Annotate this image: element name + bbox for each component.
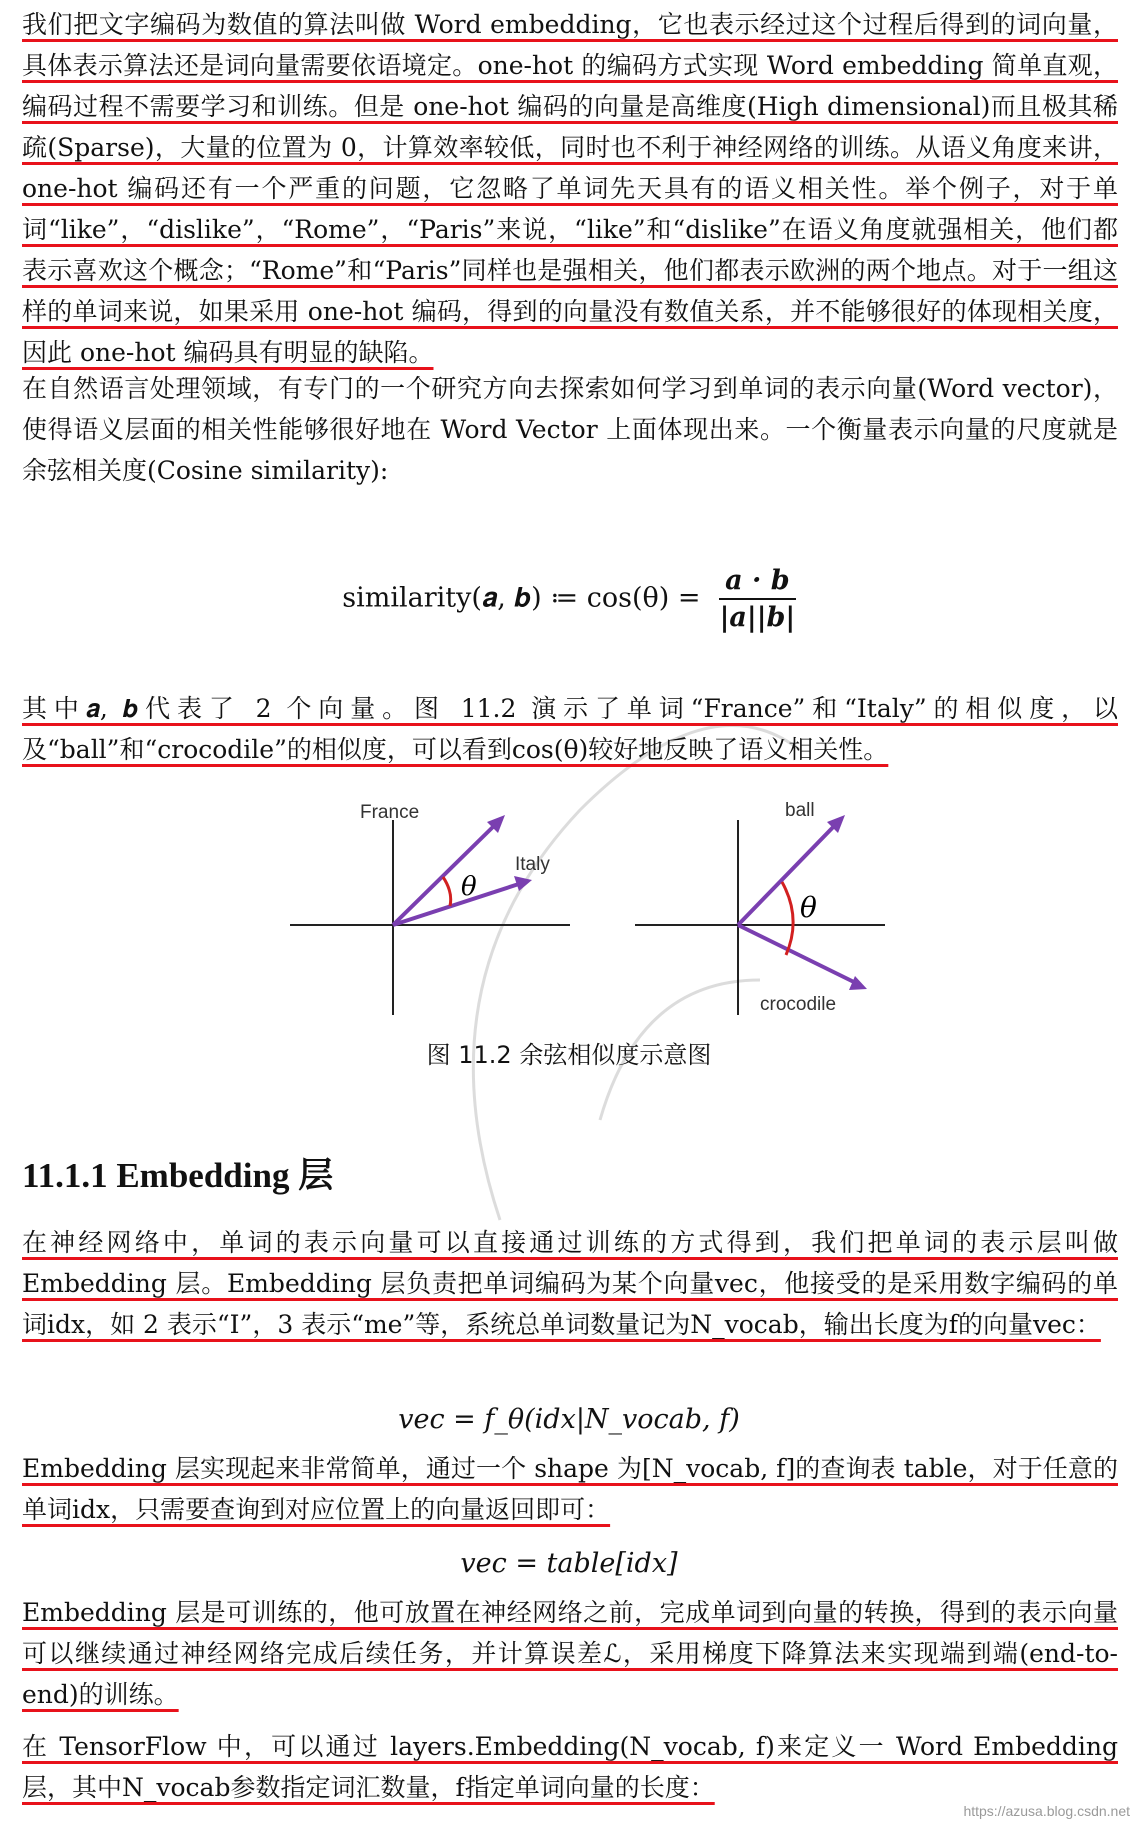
vector-crocodile	[738, 925, 860, 985]
paragraph-word-embedding	[22, 4, 1118, 373]
equation-fraction	[719, 565, 796, 633]
paragraph-text: Embedding 层是可训练的，他可放置在神经网络之前，完成单词到向量的转换，得到的表示向量可以继续通过神经网络完成后续任务，并计算误差ℒ，采用梯度下降算法来实现端到端(end-to-end)的训练。	[22, 1598, 1118, 1709]
figure-caption: 图 11.2 余弦相似度示意图	[426, 1041, 712, 1069]
paragraph-embedding-layer	[22, 1222, 1118, 1345]
arrowhead-italy	[514, 876, 532, 891]
label-italy: Italy	[515, 854, 550, 875]
label-france: France	[360, 802, 420, 823]
theta-label: θ	[461, 872, 477, 902]
paragraph-tensorflow	[22, 1726, 1118, 1808]
angle-arc	[782, 882, 793, 955]
source-watermark: https://azusa.blog.csdn.net	[963, 1803, 1130, 1819]
equation-cosine-similarity	[0, 565, 1138, 633]
label-crocodile: crocodile	[760, 994, 837, 1015]
label-ball: ball	[785, 800, 815, 821]
equation-table: vec = table[idx]	[460, 1548, 678, 1579]
paragraph-text: Embedding 层实现起来非常简单，通过一个 shape 为[N_vocab, f]的查询表 table，对于任意的单词idx，只需要查询到对应位置上的向量返回即可：	[22, 1454, 1118, 1524]
angle-arc	[443, 877, 451, 906]
paragraph-text: 我们把文字编码为数值的算法叫做 Word embedding，它也表示经过这个过程后得到的词向量，具体表示算法还是词向量需要依语境定。one-hot 的编码方式实现 Word embedding 简单直观，编码过程不需要学习和训练。但是 one-hot 编码的向量是高维度(High dimensional)而且极其稀疏(Sparse)，大量的位置为 0，计算效率较低，同时也不利于神经网络的训练。从语义角度来讲，one-hot 编码还有一个严重的问题，它忽略了单词先天具有的语义相关性。举个例子，对于单词“like”，“dislike”，“Rome”，“Paris”来说，“like”和“dislike”在语义角度就强相关，他们都表示喜欢这个概念；“Rome”和“Paris”同样也是强相关，他们都表示欧洲的两个地点。对于一组这样的单词来说，如果采用 one-hot 编码，得到的向量没有数值关系，并不能够很好的体现相关度，因此 one-hot 编码具有明显的缺陷。	[22, 10, 1118, 367]
equation-vec: vec = f_θ(idx|N_vocab, f)	[398, 1404, 740, 1435]
figure-france-italy	[285, 790, 575, 1020]
equation-denominator: |𝒂||𝒃|	[719, 602, 796, 633]
paragraph-trainable	[22, 1592, 1118, 1715]
paragraph-word-vector	[22, 368, 1118, 491]
vector-ball	[738, 820, 840, 925]
section-heading: 11.1.1 Embedding 层	[22, 1156, 334, 1195]
paragraph-figure-intro	[22, 688, 1118, 770]
theta-label: θ	[800, 891, 817, 924]
equation-numerator: 𝒂 · 𝒃	[719, 565, 796, 600]
paragraph-text: 在神经网络中，单词的表示向量可以直接通过训练的方式得到，我们把单词的表示层叫做 Embedding 层。Embedding 层负责把单词编码为某个向量vec，他接受的是采用数字编码的单词idx，如 2 表示“I”，3 表示“me”等，系统总单词数量记为N_vocab，输出长度为f的向量vec：	[22, 1228, 1118, 1339]
paragraph-text: 在 TensorFlow 中，可以通过 layers.Embedding(N_vocab, f)来定义一 Word Embedding 层，其中N_vocab参数指定词汇数量，f指定单词向量的长度：	[22, 1732, 1118, 1802]
paragraph-text: 在自然语言处理领域，有专门的一个研究方向去探索如何学习到单词的表示向量(Word vector)，使得语义层面的相关性能够很好地在 Word Vector 上面体现出来。一个衡量表示向量的尺度就是余弦相关度(Cosine similarity):	[22, 374, 1118, 485]
paragraph-text: 其中𝒂, 𝒃代表了 2 个向量。图 11.2 演示了单词“France”和“Italy”的相似度，以及“ball”和“crocodile”的相似度，可以看到cos(θ)较好地反映了语义相关性。	[22, 694, 1118, 764]
equation-lhs: similarity(𝒂, 𝒃) ≔ cos(θ) =	[342, 582, 701, 614]
figure-ball-crocodile	[630, 790, 890, 1020]
paragraph-lookup-table	[22, 1448, 1118, 1530]
